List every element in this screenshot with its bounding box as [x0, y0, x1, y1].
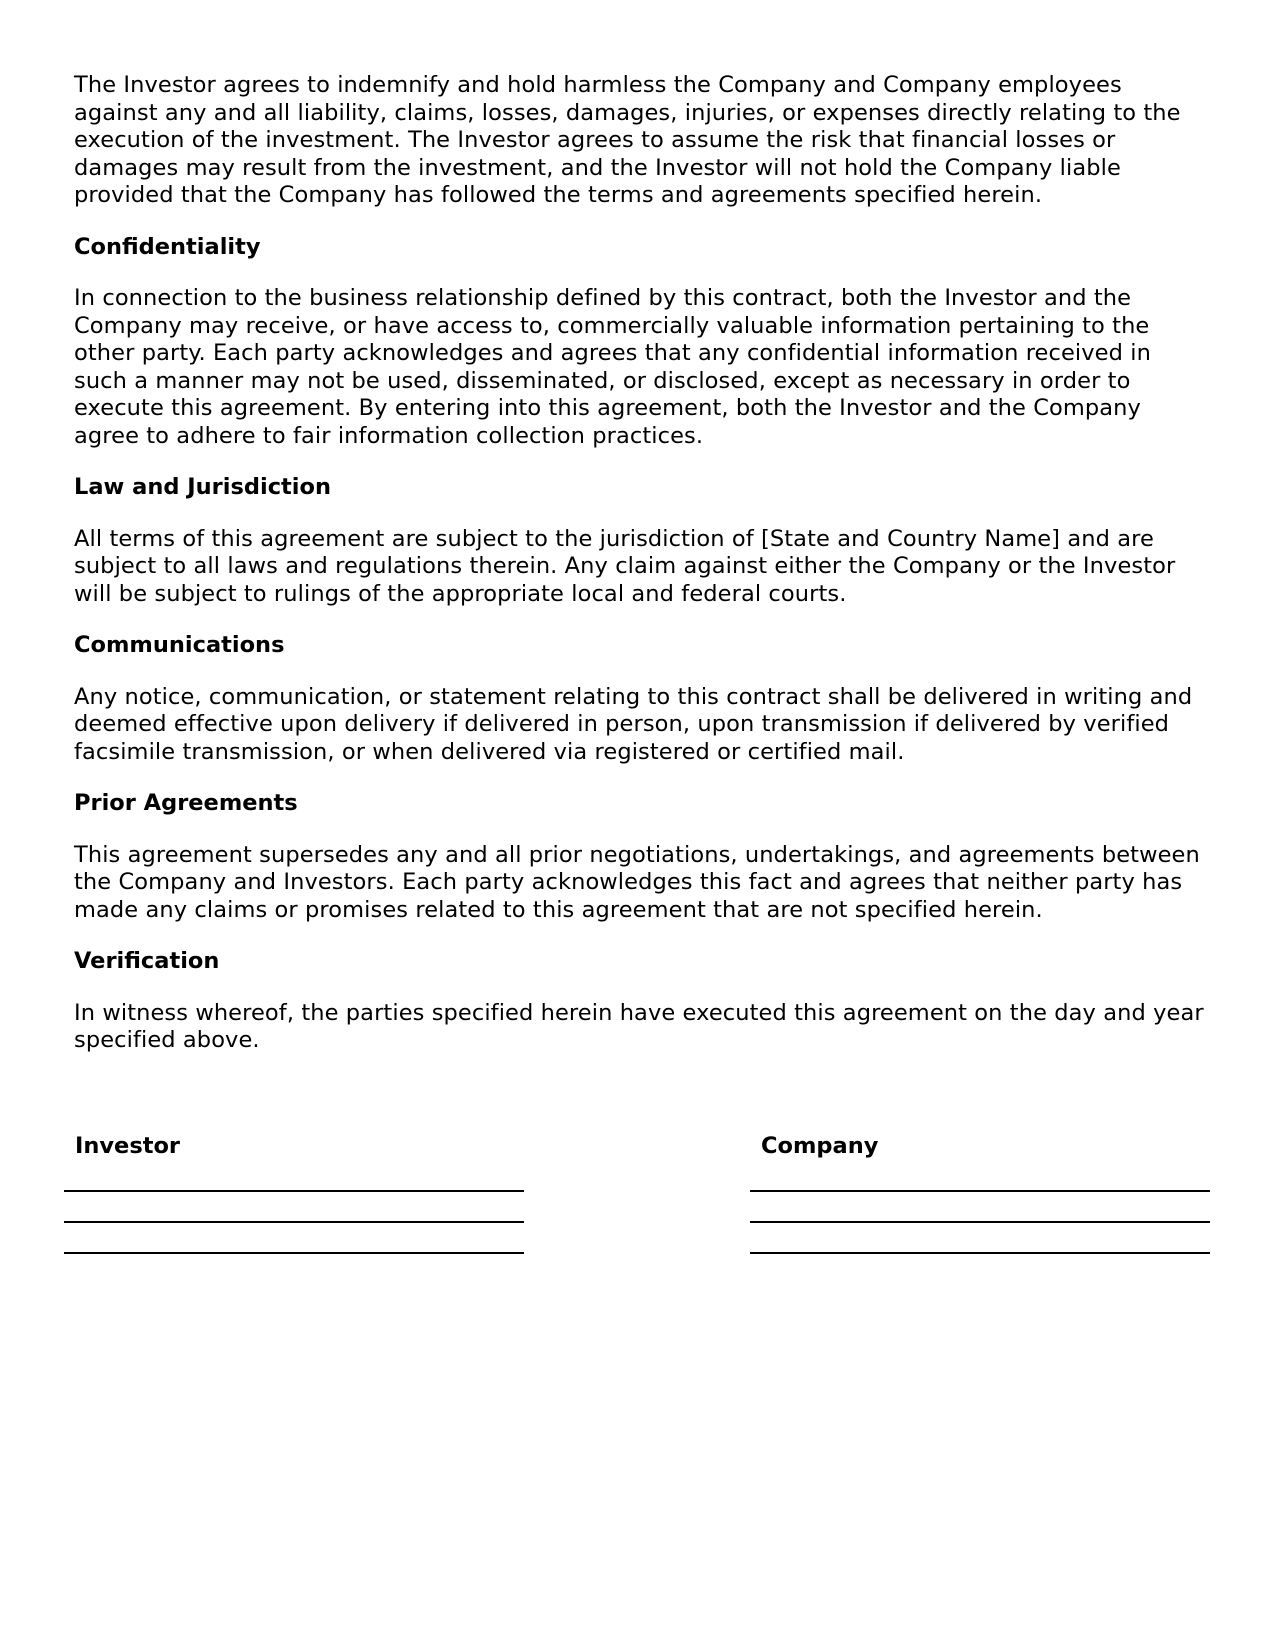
- section-heading-prior-agreements: Prior Agreements: [74, 790, 298, 816]
- section-heading-law-jurisdiction: Law and Jurisdiction: [74, 474, 331, 500]
- intro-paragraph: The Investor agrees to indemnify and hold harmless the Company and Company employees against any and all liability, claims, losses, damages, injuries, or expenses directly relating to the execution of the investment. The Investor agrees to assume the risk that financial losses or damages may result from the investment, and the Investor will not hold the Company liable provided that the Company has followed the terms and agreements specified herein.: [74, 72, 1181, 208]
- signature-block: [0, 1132, 1275, 1272]
- company-name-line[interactable]: [750, 1221, 1210, 1223]
- investor-date-line[interactable]: [64, 1252, 524, 1254]
- company-signature-line[interactable]: [750, 1190, 1210, 1192]
- company-signature-column: [750, 1132, 1210, 1160]
- investor-signature-column: [64, 1132, 524, 1160]
- section-body-law-jurisdiction: All terms of this agreement are subject to the jurisdiction of [State and Country Name] and are subject to all laws and regulations therein. Any claim against either the Company or the Investor will be subject to rulings of the appropriate local and federal courts.: [74, 525, 1176, 607]
- section-body-confidentiality: In connection to the business relationship defined by this contract, both the Investor and the Company may receive, or have access to, commercially valuable information pertaining to the other party. Each party acknowledges and agrees that any confidential information received in such a manner may not be used, disseminated, or disclosed, except as necessary in order to execute this agreement. By entering into this agreement, both the Investor and the Company agree to adhere to fair information collection practices.: [74, 285, 1151, 449]
- investor-label: Investor: [75, 1133, 181, 1159]
- section-heading-communications: Communications: [74, 632, 285, 658]
- investor-name-line[interactable]: [64, 1221, 524, 1223]
- section-body-verification: In witness whereof, the parties specified herein have executed this agreement on the day and year specified above.: [74, 999, 1204, 1053]
- section-body-prior-agreements: This agreement supersedes any and all prior negotiations, undertakings, and agreements between the Company and Investors. Each party acknowledges this fact and agrees that neither party has made any claims or promises related to this agreement that are not specified herein.: [74, 841, 1200, 923]
- section-heading-verification: Verification: [74, 948, 220, 974]
- investor-signature-line[interactable]: [64, 1190, 524, 1192]
- section-body-communications: Any notice, communication, or statement relating to this contract shall be delivered in writing and deemed effective upon delivery if delivered in person, upon transmission if delivered by verified facsimile transmission, or when delivered via registered or certified mail.: [74, 683, 1193, 765]
- section-heading-confidentiality: Confidentiality: [74, 233, 261, 260]
- company-label: Company: [761, 1133, 879, 1159]
- company-date-line[interactable]: [750, 1252, 1210, 1254]
- document-page: [74, 72, 1209, 1055]
